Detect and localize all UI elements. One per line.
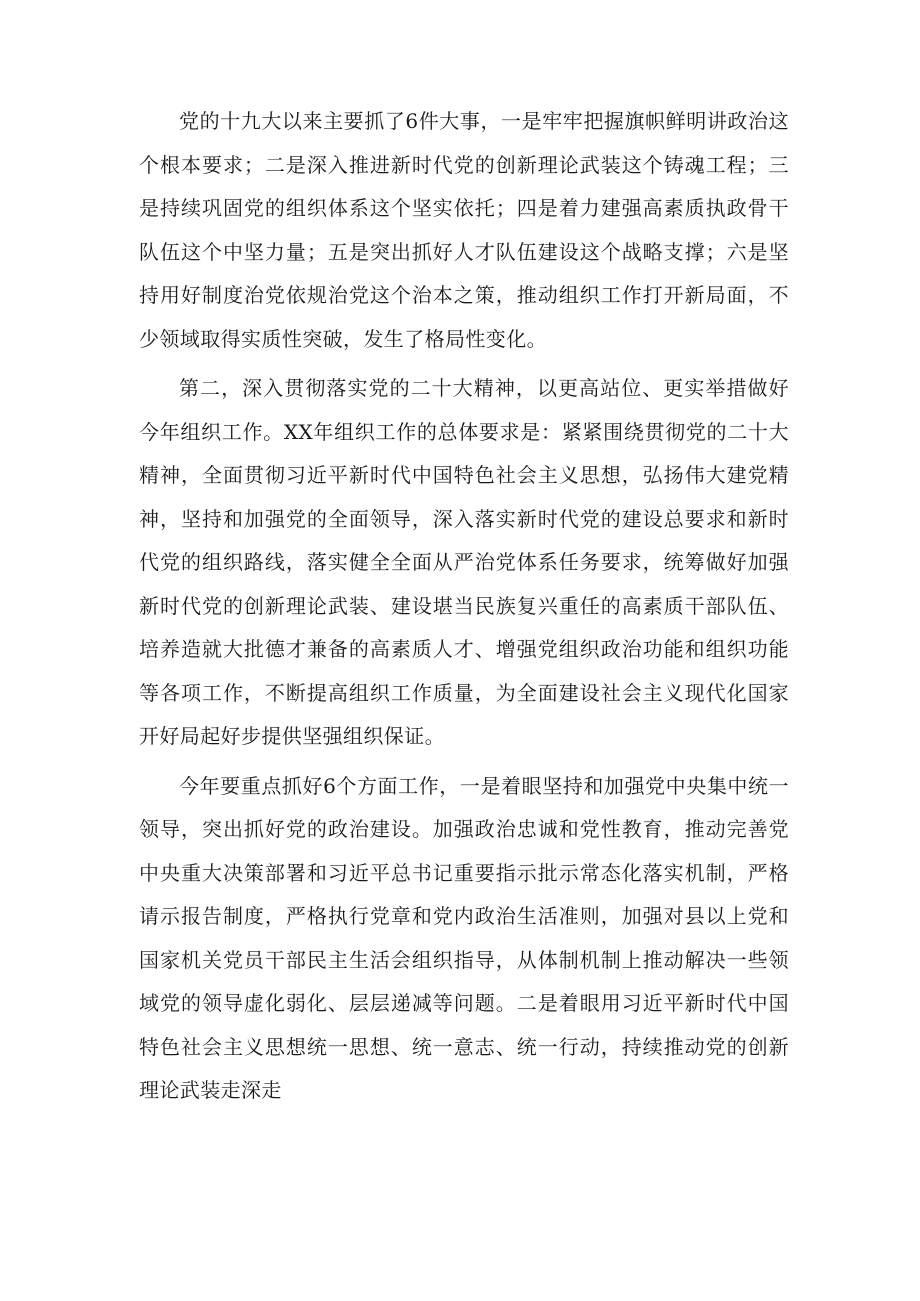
paragraph-3: 今年要重点抓好6个方面工作，一是着眼坚持和加强党中央集中统一领导，突出抓好党的政治建设。加强政治忠诚和党性教育，推动完善党中央重大决策部署和习近平总书记重要指示批示常态化落实机制，严格请示报告制度，严格执行党章和党内政治生活准则，加强对县以上党和国家机关党员干部民主生活会组织指导，从体制机制上推动解决一些领域党的领导虚化弱化、层层递减等问题。二是着眼用习近平新时代中国特色社会主义思想统一思想、统一意志、统一行动，持续推动党的创新理论武装走深走 <box>139 773 789 1102</box>
paragraph-2: 第二，深入贯彻落实党的二十大精神，以更高站位、更实举措做好今年组织工作。XX年组织工作的总体要求是：紧紧围绕贯彻党的二十大精神，全面贯彻习近平新时代中国特色社会主义思想，弘扬伟大建党精神，坚持和加强党的全面领导，深入落实新时代党的建设总要求和新时代党的组织路线，落实健全全面从严治党体系任务要求，统筹做好加强新时代党的创新理论武装、建设堪当民族复兴重任的高素质干部队伍、培养造就大批德才兼备的高素质人才、增强党组织政治功能和组织功能等各项工作，不断提高组织工作质量，为全面建设社会主义现代化国家开好局起好步提供坚强组织保证。 <box>139 376 789 748</box>
document-body <box>139 100 789 1113</box>
paragraph-1: 党的十九大以来主要抓了6件大事，一是牢牢把握旗帜鲜明讲政治这个根本要求；二是深入推进新时代党的创新理论武装这个铸魂工程；三是持续巩固党的组织体系这个坚实依托；四是着力建强高素质执政骨干队伍这个中坚力量；五是突出抓好人才队伍建设这个战略支撑；六是坚持用好制度治党依规治党这个治本之策，推动组织工作打开新局面，不少领域取得实质性突破，发生了格局性变化。 <box>139 109 789 351</box>
